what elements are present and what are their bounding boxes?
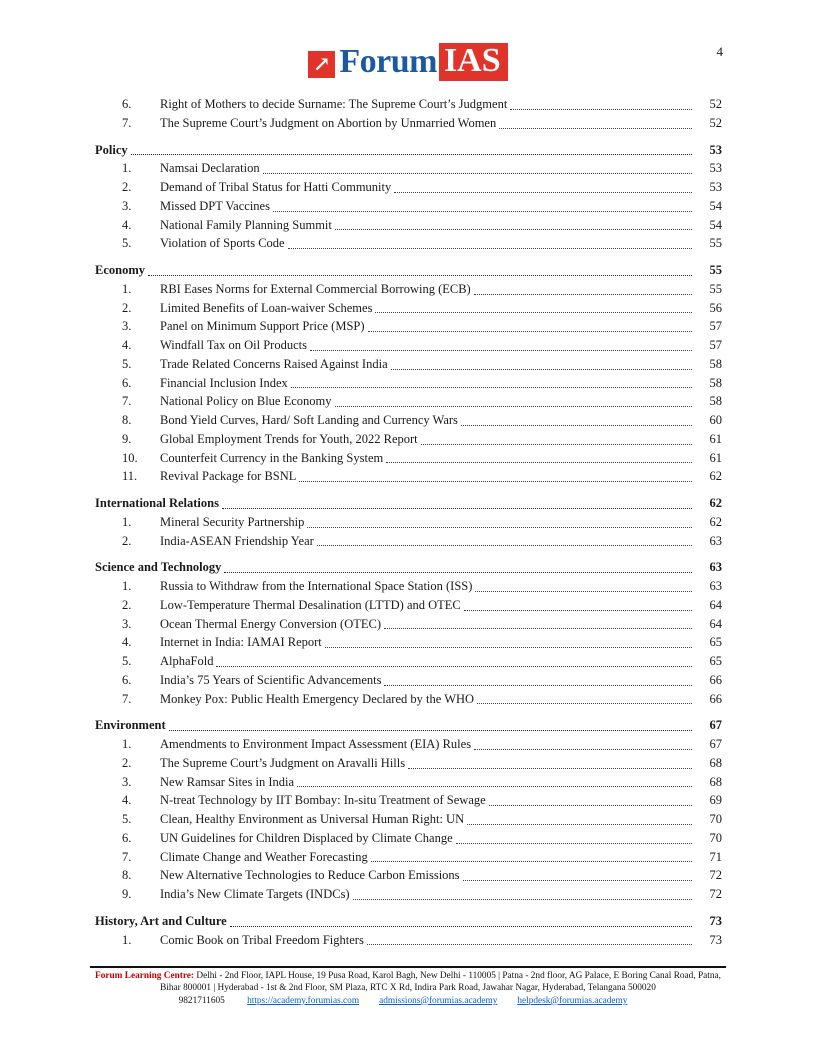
toc-item-title: AlphaFold — [160, 654, 214, 668]
toc-item-title: Counterfeit Currency in the Banking System — [160, 450, 384, 465]
toc-page-number: 58 — [709, 375, 722, 390]
toc-item-title: The Supreme Court’s Judgment on Aravalli Hills — [160, 755, 406, 770]
toc-section-heading: Economy — [95, 263, 145, 277]
toc-page-number: 60 — [709, 413, 722, 427]
toc-section-heading-row — [95, 558, 722, 577]
toc-item-row — [95, 280, 722, 299]
dot-leader — [368, 331, 692, 332]
footer-centre-label: Forum Learning Centre: — [95, 971, 195, 981]
toc-section-heading: History, Art and Culture — [95, 913, 227, 928]
toc-item-title: Limited Benefits of Loan-waiver Schemes — [160, 300, 373, 315]
toc-item-number: 4. — [122, 793, 132, 808]
toc-item-row — [95, 633, 722, 652]
toc-item-row — [95, 411, 722, 430]
toc-section-heading: Policy — [95, 142, 128, 157]
toc-item-title: India-ASEAN Friendship Year — [160, 533, 314, 548]
toc-page-number: 64 — [709, 597, 722, 612]
dot-leader — [216, 666, 692, 667]
dot-leader — [169, 730, 692, 731]
toc-page-number: 63 — [709, 533, 722, 548]
toc-item-row — [95, 114, 722, 133]
toc-item-number: 6. — [122, 97, 132, 111]
toc-page-number: 52 — [709, 97, 722, 111]
dot-leader — [353, 899, 692, 900]
dot-leader — [335, 229, 692, 230]
dot-leader — [288, 248, 692, 249]
toc-item-number: 3. — [122, 319, 132, 334]
dot-leader — [325, 647, 692, 648]
toc-item-title: Global Employment Trends for Youth, 2022 Report — [160, 431, 418, 446]
toc-item-number: 9. — [122, 431, 132, 446]
toc-page-number: 66 — [709, 691, 722, 706]
toc-item-row — [95, 95, 722, 114]
toc-item-number: 5. — [122, 356, 132, 371]
toc-item-number: 3. — [122, 198, 132, 213]
dot-leader — [310, 350, 692, 351]
toc-section-heading-row — [95, 716, 722, 735]
toc-item-row — [95, 467, 722, 486]
toc-item-number: 1. — [122, 281, 132, 296]
toc-page-number: 72 — [709, 887, 722, 901]
toc-item-row — [95, 392, 722, 411]
dot-leader — [273, 211, 692, 212]
toc-item-number: 11. — [122, 469, 138, 484]
toc-item-number: 2. — [122, 533, 132, 548]
toc-item-number: 4. — [122, 635, 132, 650]
toc-item-title: UN Guidelines for Children Displaced by Climate Change — [160, 830, 453, 845]
toc-item-row — [95, 773, 722, 792]
dot-leader — [384, 628, 692, 629]
footer-address-block — [90, 971, 726, 995]
toc-item-number: 8. — [122, 413, 132, 427]
toc-page-number: 68 — [709, 755, 722, 770]
toc-page-number: 65 — [709, 654, 722, 668]
toc-item-number: 5. — [122, 812, 132, 826]
toc-section-heading: Environment — [95, 718, 166, 733]
dot-leader — [384, 685, 692, 686]
dot-leader — [464, 610, 692, 611]
toc-item-number: 3. — [122, 774, 132, 789]
dot-leader — [408, 768, 692, 769]
toc-item-number: 9. — [122, 887, 132, 901]
toc-section-heading-row — [95, 141, 722, 160]
toc-item-title: Clean, Healthy Environment as Universal Human Right: UN — [160, 812, 465, 826]
toc-page-number: 62 — [709, 469, 722, 484]
toc-item-title: National Policy on Blue Economy — [160, 394, 332, 409]
dot-leader — [371, 861, 692, 862]
toc-page-number: 71 — [709, 849, 722, 864]
dot-leader — [291, 387, 692, 388]
toc-page-number: 65 — [709, 635, 722, 650]
toc-item-title: Right of Mothers to decide Surname: The Supreme Court’s Judgment — [160, 97, 508, 111]
toc-item-title: Comic Book on Tribal Freedom Fighters — [160, 932, 364, 947]
toc-item-row — [95, 671, 722, 690]
toc-page-number: 70 — [709, 830, 722, 845]
toc-item-title: Missed DPT Vaccines — [160, 198, 270, 213]
toc-item-number: 5. — [122, 236, 132, 251]
toc-item-title: Financial Inclusion Index — [160, 375, 288, 390]
toc-page-number: 53 — [709, 161, 722, 176]
toc-page-number: 70 — [709, 812, 722, 826]
toc-page-number: 67 — [709, 718, 722, 733]
toc-item-row — [95, 596, 722, 615]
toc-item-number: 8. — [122, 868, 132, 883]
dot-leader — [224, 572, 692, 573]
toc-page-number: 61 — [709, 431, 722, 446]
dot-leader — [467, 824, 692, 825]
toc-page-number: 58 — [709, 356, 722, 371]
dot-leader — [230, 926, 692, 927]
toc-item-title: Ocean Thermal Energy Conversion (OTEC) — [160, 616, 382, 631]
toc-item-row — [95, 690, 722, 709]
toc-item-row — [95, 652, 722, 671]
toc-item-number: 7. — [122, 115, 132, 130]
toc-item-row — [95, 791, 722, 810]
toc-item-title: Amendments to Environment Impact Assessment (EIA) Rules — [160, 737, 472, 751]
toc-section-heading: International Relations — [95, 496, 219, 510]
footer-link[interactable]: helpdesk@forumias.academy — [517, 995, 628, 1006]
toc-item-number: 1. — [122, 737, 132, 751]
footer-link[interactable]: https://academy.forumias.com — [247, 995, 360, 1006]
toc-item-number: 3. — [122, 616, 132, 631]
toc-item-title: Windfall Tax on Oil Products — [160, 338, 307, 352]
toc-page-number: 57 — [709, 319, 722, 334]
toc-item-number: 2. — [122, 755, 132, 770]
toc-page-number: 67 — [709, 737, 722, 751]
toc-item-number: 2. — [122, 300, 132, 315]
dot-leader — [489, 805, 692, 806]
toc-item-title: Internet in India: IAMAI Report — [160, 635, 322, 650]
toc-section-heading: Science and Technology — [95, 560, 222, 575]
dot-leader — [499, 128, 692, 129]
toc-page-number: 57 — [709, 338, 722, 352]
dot-leader — [317, 545, 692, 546]
dot-leader — [222, 508, 692, 509]
toc-item-title: Revival Package for BSNL — [160, 469, 297, 484]
toc-page-number: 56 — [709, 300, 722, 315]
toc-item-title: India’s 75 Years of Scientific Advancements — [160, 672, 382, 687]
toc-item-row — [95, 216, 722, 235]
toc-item-row — [95, 615, 722, 634]
table-of-contents — [95, 95, 722, 949]
toc-item-row — [95, 577, 722, 596]
toc-item-row — [95, 374, 722, 393]
toc-item-title: Monkey Pox: Public Health Emergency Declared by the WHO — [160, 691, 475, 706]
toc-item-number: 1. — [122, 514, 132, 529]
toc-page-number: 68 — [709, 774, 722, 789]
toc-item-row — [95, 430, 722, 449]
toc-page-number: 61 — [709, 450, 722, 465]
toc-page-number: 53 — [709, 180, 722, 194]
dot-leader — [456, 843, 692, 844]
toc-item-row — [95, 355, 722, 374]
toc-item-number: 1. — [122, 932, 132, 947]
toc-item-row — [95, 866, 722, 885]
toc-item-number: 7. — [122, 849, 132, 864]
dot-leader — [463, 880, 692, 881]
dot-leader — [335, 406, 692, 407]
toc-item-row — [95, 532, 722, 551]
toc-item-row — [95, 449, 722, 468]
toc-item-row — [95, 735, 722, 754]
toc-page-number: 73 — [709, 932, 722, 947]
footer-link[interactable]: admissions@forumias.academy — [379, 995, 498, 1006]
toc-item-title: The Supreme Court’s Judgment on Abortion by Unmarried Women — [160, 115, 497, 130]
toc-item-row — [95, 178, 722, 197]
logo-text-ias: IAS — [439, 43, 508, 81]
dot-leader — [474, 749, 692, 750]
dot-leader — [375, 312, 692, 313]
toc-item-number: 7. — [122, 691, 132, 706]
toc-item-row — [95, 848, 722, 867]
toc-item-title: Bond Yield Curves, Hard/ Soft Landing and Currency Wars — [160, 413, 458, 427]
toc-item-title: RBI Eases Norms for External Commercial Borrowing (ECB) — [160, 281, 471, 296]
footer-links-row — [90, 996, 726, 1008]
dot-leader — [391, 369, 692, 370]
toc-item-number: 4. — [122, 217, 132, 232]
dot-leader — [475, 591, 692, 592]
dot-leader — [131, 154, 692, 155]
dot-leader — [297, 786, 692, 787]
toc-item-number: 2. — [122, 597, 132, 612]
toc-page-number: 54 — [709, 217, 722, 232]
dot-leader — [263, 173, 692, 174]
toc-item-title: Mineral Security Partnership — [160, 514, 305, 529]
toc-page-number: 63 — [709, 579, 722, 593]
toc-item-row — [95, 885, 722, 904]
toc-page-number: 55 — [709, 281, 722, 296]
toc-item-number: 10. — [122, 450, 138, 465]
dot-leader — [394, 192, 692, 193]
toc-page-number: 52 — [709, 115, 722, 130]
toc-item-title: National Family Planning Summit — [160, 217, 332, 232]
toc-item-title: Trade Related Concerns Raised Against India — [160, 356, 388, 371]
toc-item-title: Climate Change and Weather Forecasting — [160, 849, 368, 864]
toc-item-row — [95, 336, 722, 355]
toc-page-number: 54 — [709, 198, 722, 213]
toc-item-row — [95, 513, 722, 532]
dot-leader — [386, 462, 692, 463]
toc-item-row — [95, 234, 722, 253]
toc-page-number: 53 — [709, 142, 722, 157]
toc-item-number: 6. — [122, 672, 132, 687]
toc-page-number: 62 — [709, 496, 722, 510]
toc-page-number: 62 — [709, 514, 722, 529]
toc-item-row — [95, 197, 722, 216]
dot-leader — [510, 109, 692, 110]
toc-item-title: Panel on Minimum Support Price (MSP) — [160, 319, 365, 334]
toc-item-number: 1. — [122, 579, 132, 593]
toc-section-heading-row — [95, 494, 722, 513]
toc-item-number: 6. — [122, 830, 132, 845]
toc-item-title: Low-Temperature Thermal Desalination (LTTD) and OTEC — [160, 597, 461, 612]
toc-item-title: India’s New Climate Targets (INDCs) — [160, 887, 350, 901]
toc-item-title: Russia to Withdraw from the International Space Station (ISS) — [160, 579, 473, 593]
toc-page-number: 55 — [709, 236, 722, 251]
toc-item-row — [95, 317, 722, 336]
logo-text-forum: Forum — [339, 43, 437, 80]
toc-page-number: 63 — [709, 560, 722, 575]
dot-leader — [461, 425, 692, 426]
toc-item-number: 7. — [122, 394, 132, 409]
dot-leader — [474, 294, 692, 295]
toc-item-number: 1. — [122, 161, 132, 176]
toc-item-row — [95, 754, 722, 773]
toc-item-row — [95, 159, 722, 178]
logo-arrow-box — [308, 51, 335, 78]
toc-page-number: 72 — [709, 868, 722, 883]
toc-item-title: Violation of Sports Code — [160, 236, 285, 251]
toc-section-heading-row — [95, 912, 722, 931]
dot-leader — [477, 703, 692, 704]
toc-item-number: 4. — [122, 338, 132, 352]
toc-page-number: 73 — [709, 913, 722, 928]
dot-leader — [148, 275, 692, 276]
toc-page-number: 55 — [709, 263, 722, 277]
toc-item-title: Namsai Declaration — [160, 161, 260, 176]
toc-item-row — [95, 829, 722, 848]
footer-addresses: Delhi - 2nd Floor, IAPL House, 19 Pusa Road, Karol Bagh, New Delhi - 110005 | Patna - 2nd floor, AG Palace, E Boring Canal Road, Patna, Bihar 800001 | Hyderabad - 1st & 2nd Floor, SM Plaza, RTC X Rd, Indira Park Road, Jawahar Nagar, Hyderabad, Telangana 500020 — [160, 971, 721, 993]
toc-item-title: New Ramsar Sites in India — [160, 774, 295, 789]
footer — [90, 966, 726, 1008]
toc-page-number: 66 — [709, 672, 722, 687]
footer-phone: 9821711605 — [178, 995, 225, 1006]
dot-leader — [367, 944, 692, 945]
toc-item-title: New Alternative Technologies to Reduce Carbon Emissions — [160, 868, 460, 883]
toc-item-number: 2. — [122, 180, 132, 194]
dot-leader — [299, 481, 692, 482]
toc-item-title: N-treat Technology by IIT Bombay: In-situ Treatment of Sewage — [160, 793, 486, 808]
dot-leader — [307, 527, 692, 528]
toc-page-number: 64 — [709, 616, 722, 631]
toc-item-number: 5. — [122, 654, 132, 668]
toc-item-row — [95, 931, 722, 950]
toc-item-row — [95, 810, 722, 829]
dot-leader — [421, 444, 692, 445]
page-number: 4 — [716, 44, 723, 59]
toc-item-number: 6. — [122, 375, 132, 390]
toc-page-number: 69 — [709, 793, 722, 808]
forumias-logo — [0, 43, 816, 81]
toc-item-title: Demand of Tribal Status for Hatti Community — [160, 180, 392, 194]
toc-section-heading-row — [95, 261, 722, 280]
arrow-up-right-icon: ↗ — [313, 51, 331, 76]
toc-item-row — [95, 299, 722, 318]
toc-page-number: 58 — [709, 394, 722, 409]
